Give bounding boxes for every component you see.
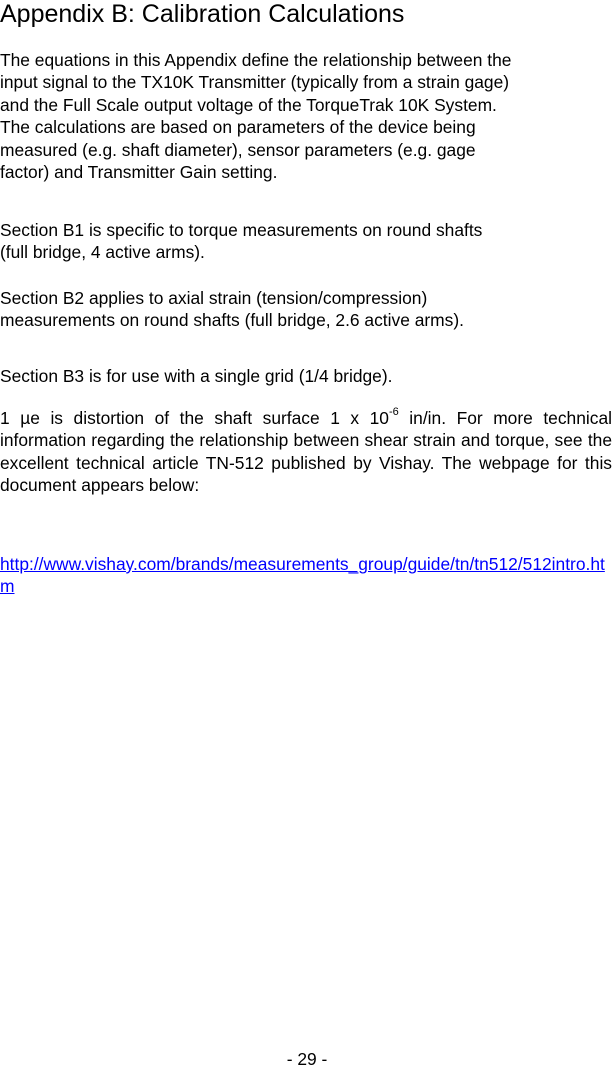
section-b1-line: (full bridge, 4 active arms). [0,242,205,263]
section-b2-line: measurements on round shafts (full bridge, 2.6 active arms). [0,310,464,331]
section-b3-paragraph: Section B3 is for use with a single grid (1/4 bridge). [0,366,393,386]
intro-line: factor) and Transmitter Gain setting. [0,162,278,183]
section-b2-paragraph [0,287,612,332]
intro-line: The calculations are based on parameters of the device being [0,117,476,138]
intro-line: input signal to the TX10K Transmitter (typically from a strain gage) [0,72,510,93]
section-b2-line: Section B2 applies to axial strain (tension/compression) [0,288,428,308]
vishay-article-link[interactable]: http://www.vishay.com/brands/measurements_group/guide/tn/tn512/512intro.htm [0,554,605,597]
intro-line: The equations in this Appendix define the relationship between the [0,50,512,70]
page-title: Appendix B: Calibration Calculations [0,0,405,28]
section-b1-paragraph [0,219,612,264]
section-b1-line: Section B1 is specific to torque measurements on round shafts [0,220,483,240]
intro-paragraph [0,49,612,183]
microstrain-text-end: in/in. For more technical information regarding the relationship between shear strain and torque, see the excellent technical article TN-512 published by Vishay. The webpage for this document appears below: [0,408,612,496]
page-number: - 29 - [286,1049,328,1069]
exponent: -6 [388,406,399,419]
intro-line: and the Full Scale output voltage of the TorqueTrak 10K System. [0,94,497,115]
microstrain-text-start: 1 µe is distortion of the shaft surface 1 x 10 [0,408,389,428]
microstrain-paragraph [0,407,612,497]
intro-line: measured (e.g. shaft diameter), sensor parameters (e.g. gage [0,139,476,160]
